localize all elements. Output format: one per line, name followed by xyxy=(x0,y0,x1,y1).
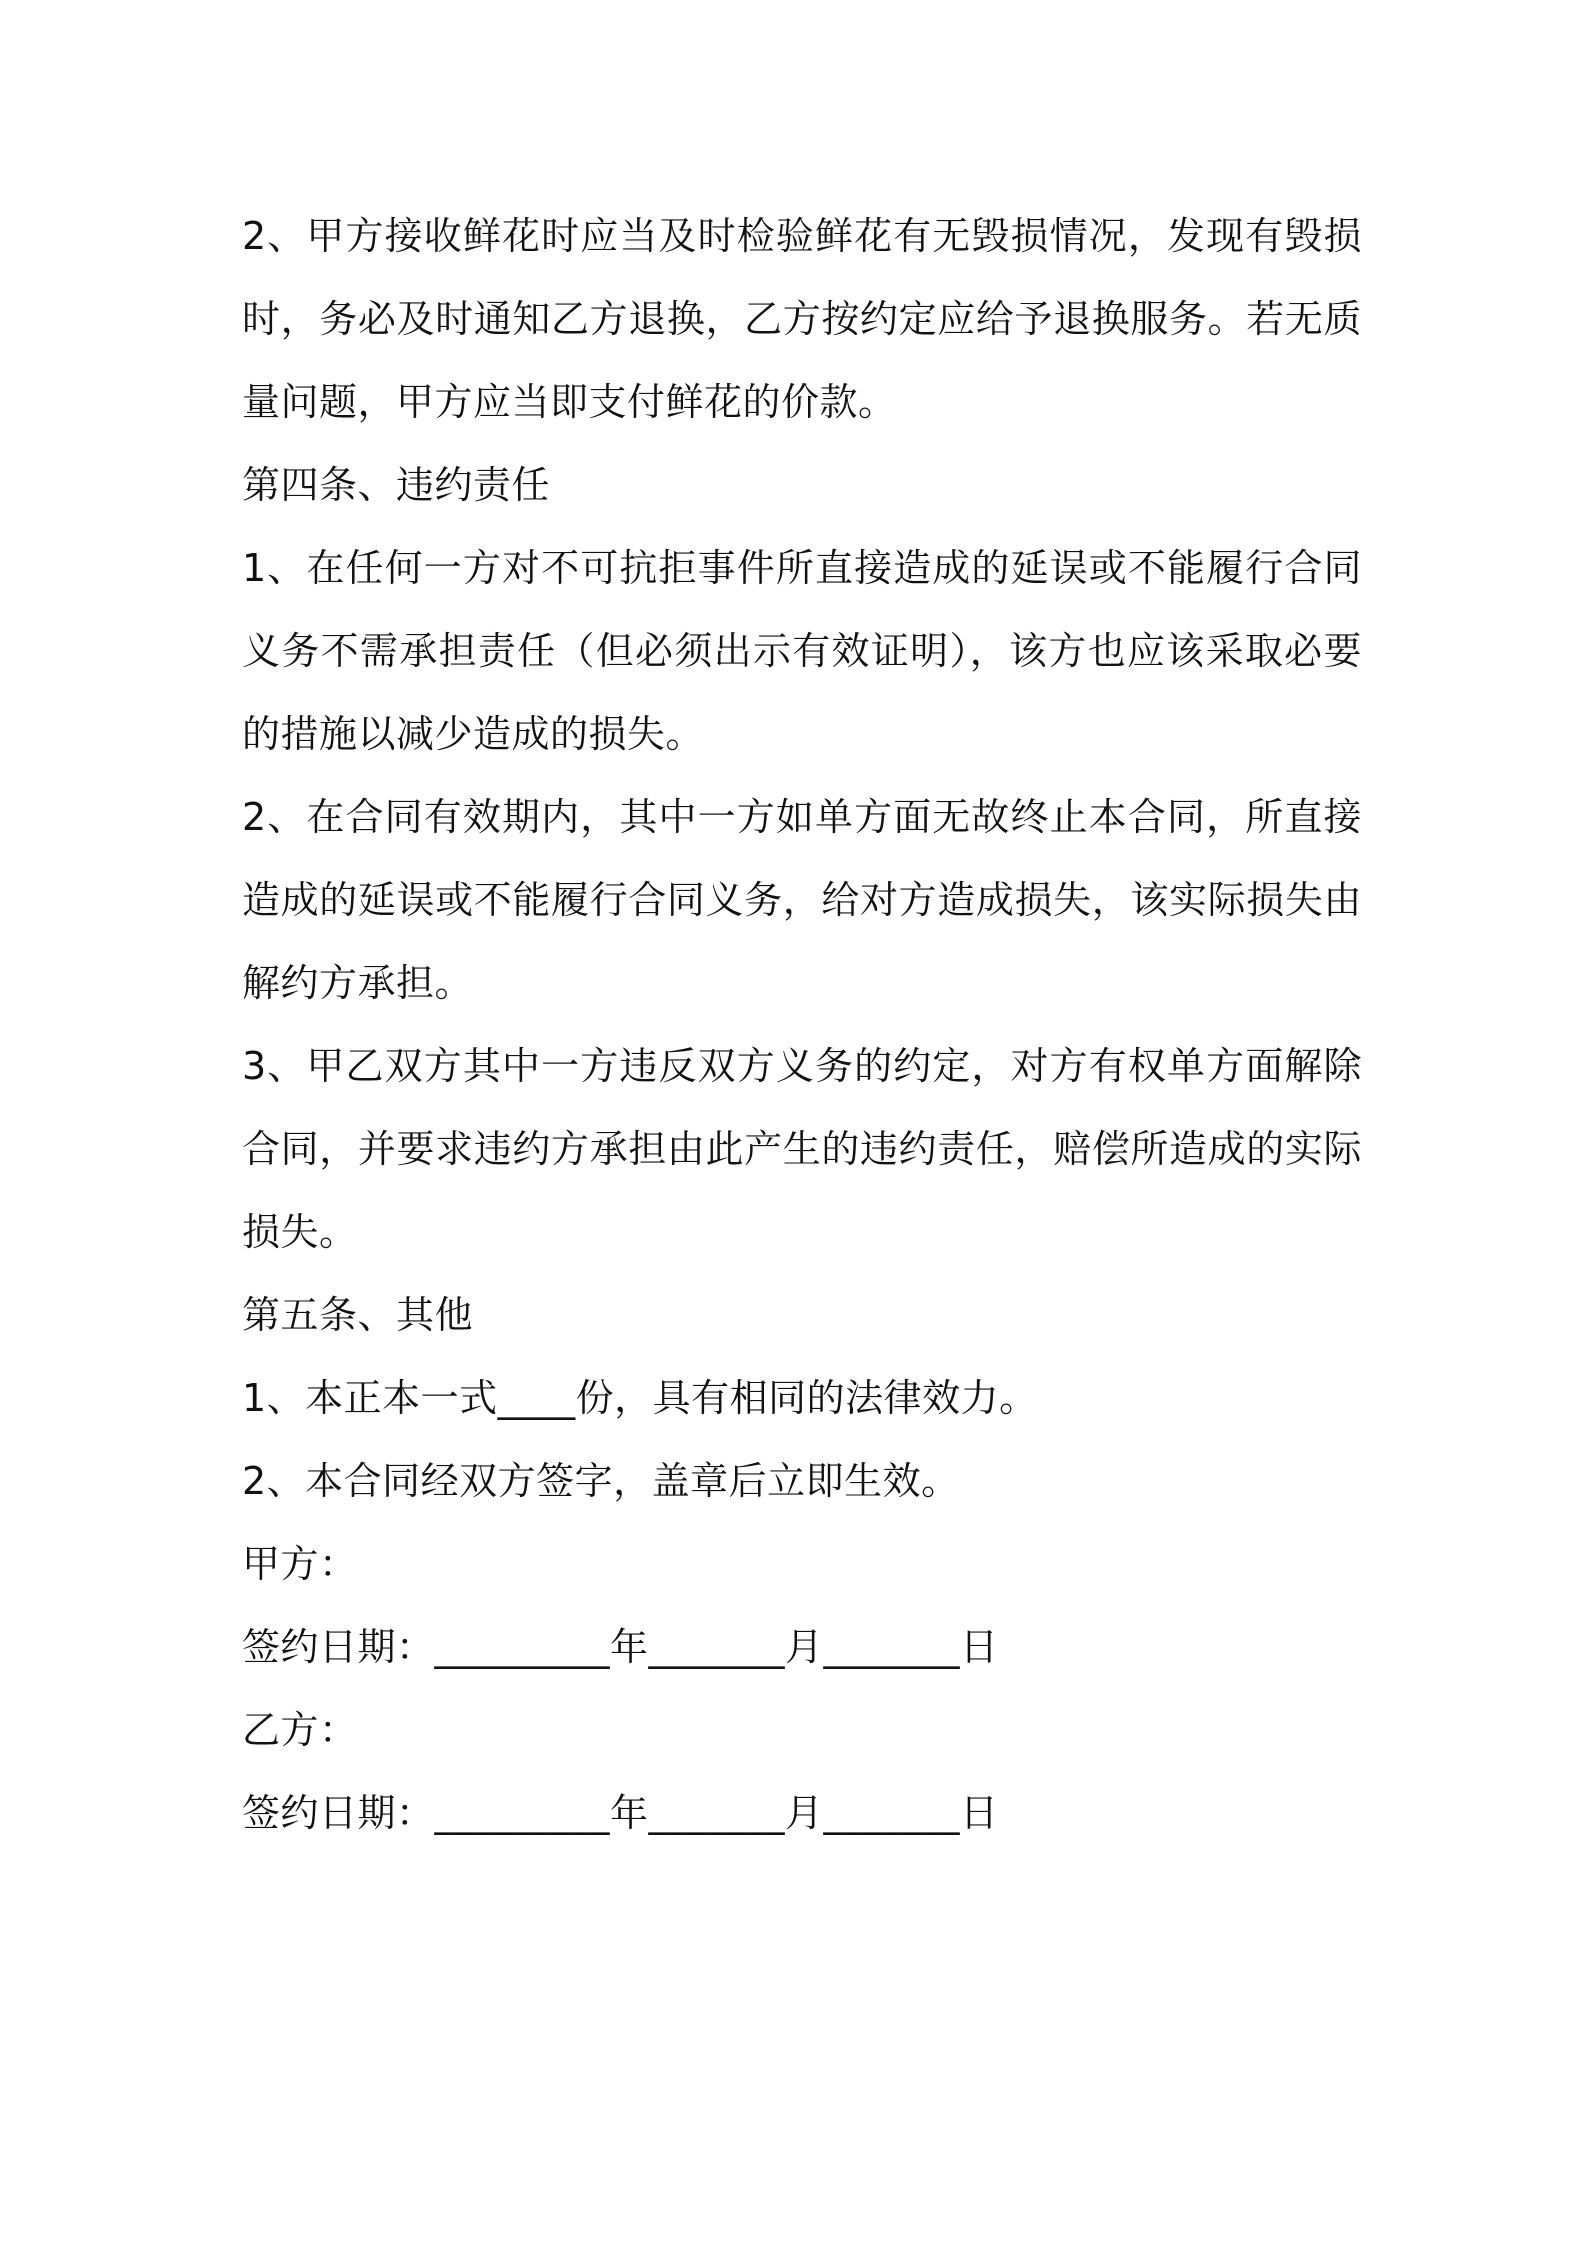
clause-3-item-2: 2、甲方接收鲜花时应当及时检验鲜花有无毁损情况，发现有毁损时，务必及时通知乙方退换，乙方按约定应给予退换服务。若无质量问题，甲方应当即支付鲜花的价款。 xyxy=(242,214,1362,424)
article-4-heading: 第四条、违约责任 xyxy=(242,463,551,507)
article-5-item-1: 1、本正本一式____份，具有相同的法律效力。 xyxy=(242,1376,1038,1420)
article-5-item-2: 2、本合同经双方签字，盖章后立即生效。 xyxy=(242,1459,960,1503)
party-b-sign-date: 签约日期：_________年_______月_______日 xyxy=(242,1791,999,1835)
article-5-heading: 第五条、其他 xyxy=(242,1293,474,1337)
article-4-item-3: 3、甲乙双方其中一方违反双方义务的约定，对方有权单方面解除合同，并要求违约方承担由此产生的违约责任，赔偿所造成的实际损失。 xyxy=(242,1044,1362,1254)
document-body xyxy=(242,195,1362,1855)
article-4-item-1: 1、在任何一方对不可抗拒事件所直接造成的延误或不能履行合同义务不需承担责任（但必须出示有效证明），该方也应该采取必要的措施以减少造成的损失。 xyxy=(242,546,1362,756)
party-a-sign-date: 签约日期：_________年_______月_______日 xyxy=(242,1625,999,1669)
party-b-label: 乙方： xyxy=(242,1708,358,1752)
article-4-item-2: 2、在合同有效期内，其中一方如单方面无故终止本合同，所直接造成的延误或不能履行合同义务，给对方造成损失，该实际损失由解约方承担。 xyxy=(242,795,1362,1005)
party-a-label: 甲方： xyxy=(242,1542,358,1586)
